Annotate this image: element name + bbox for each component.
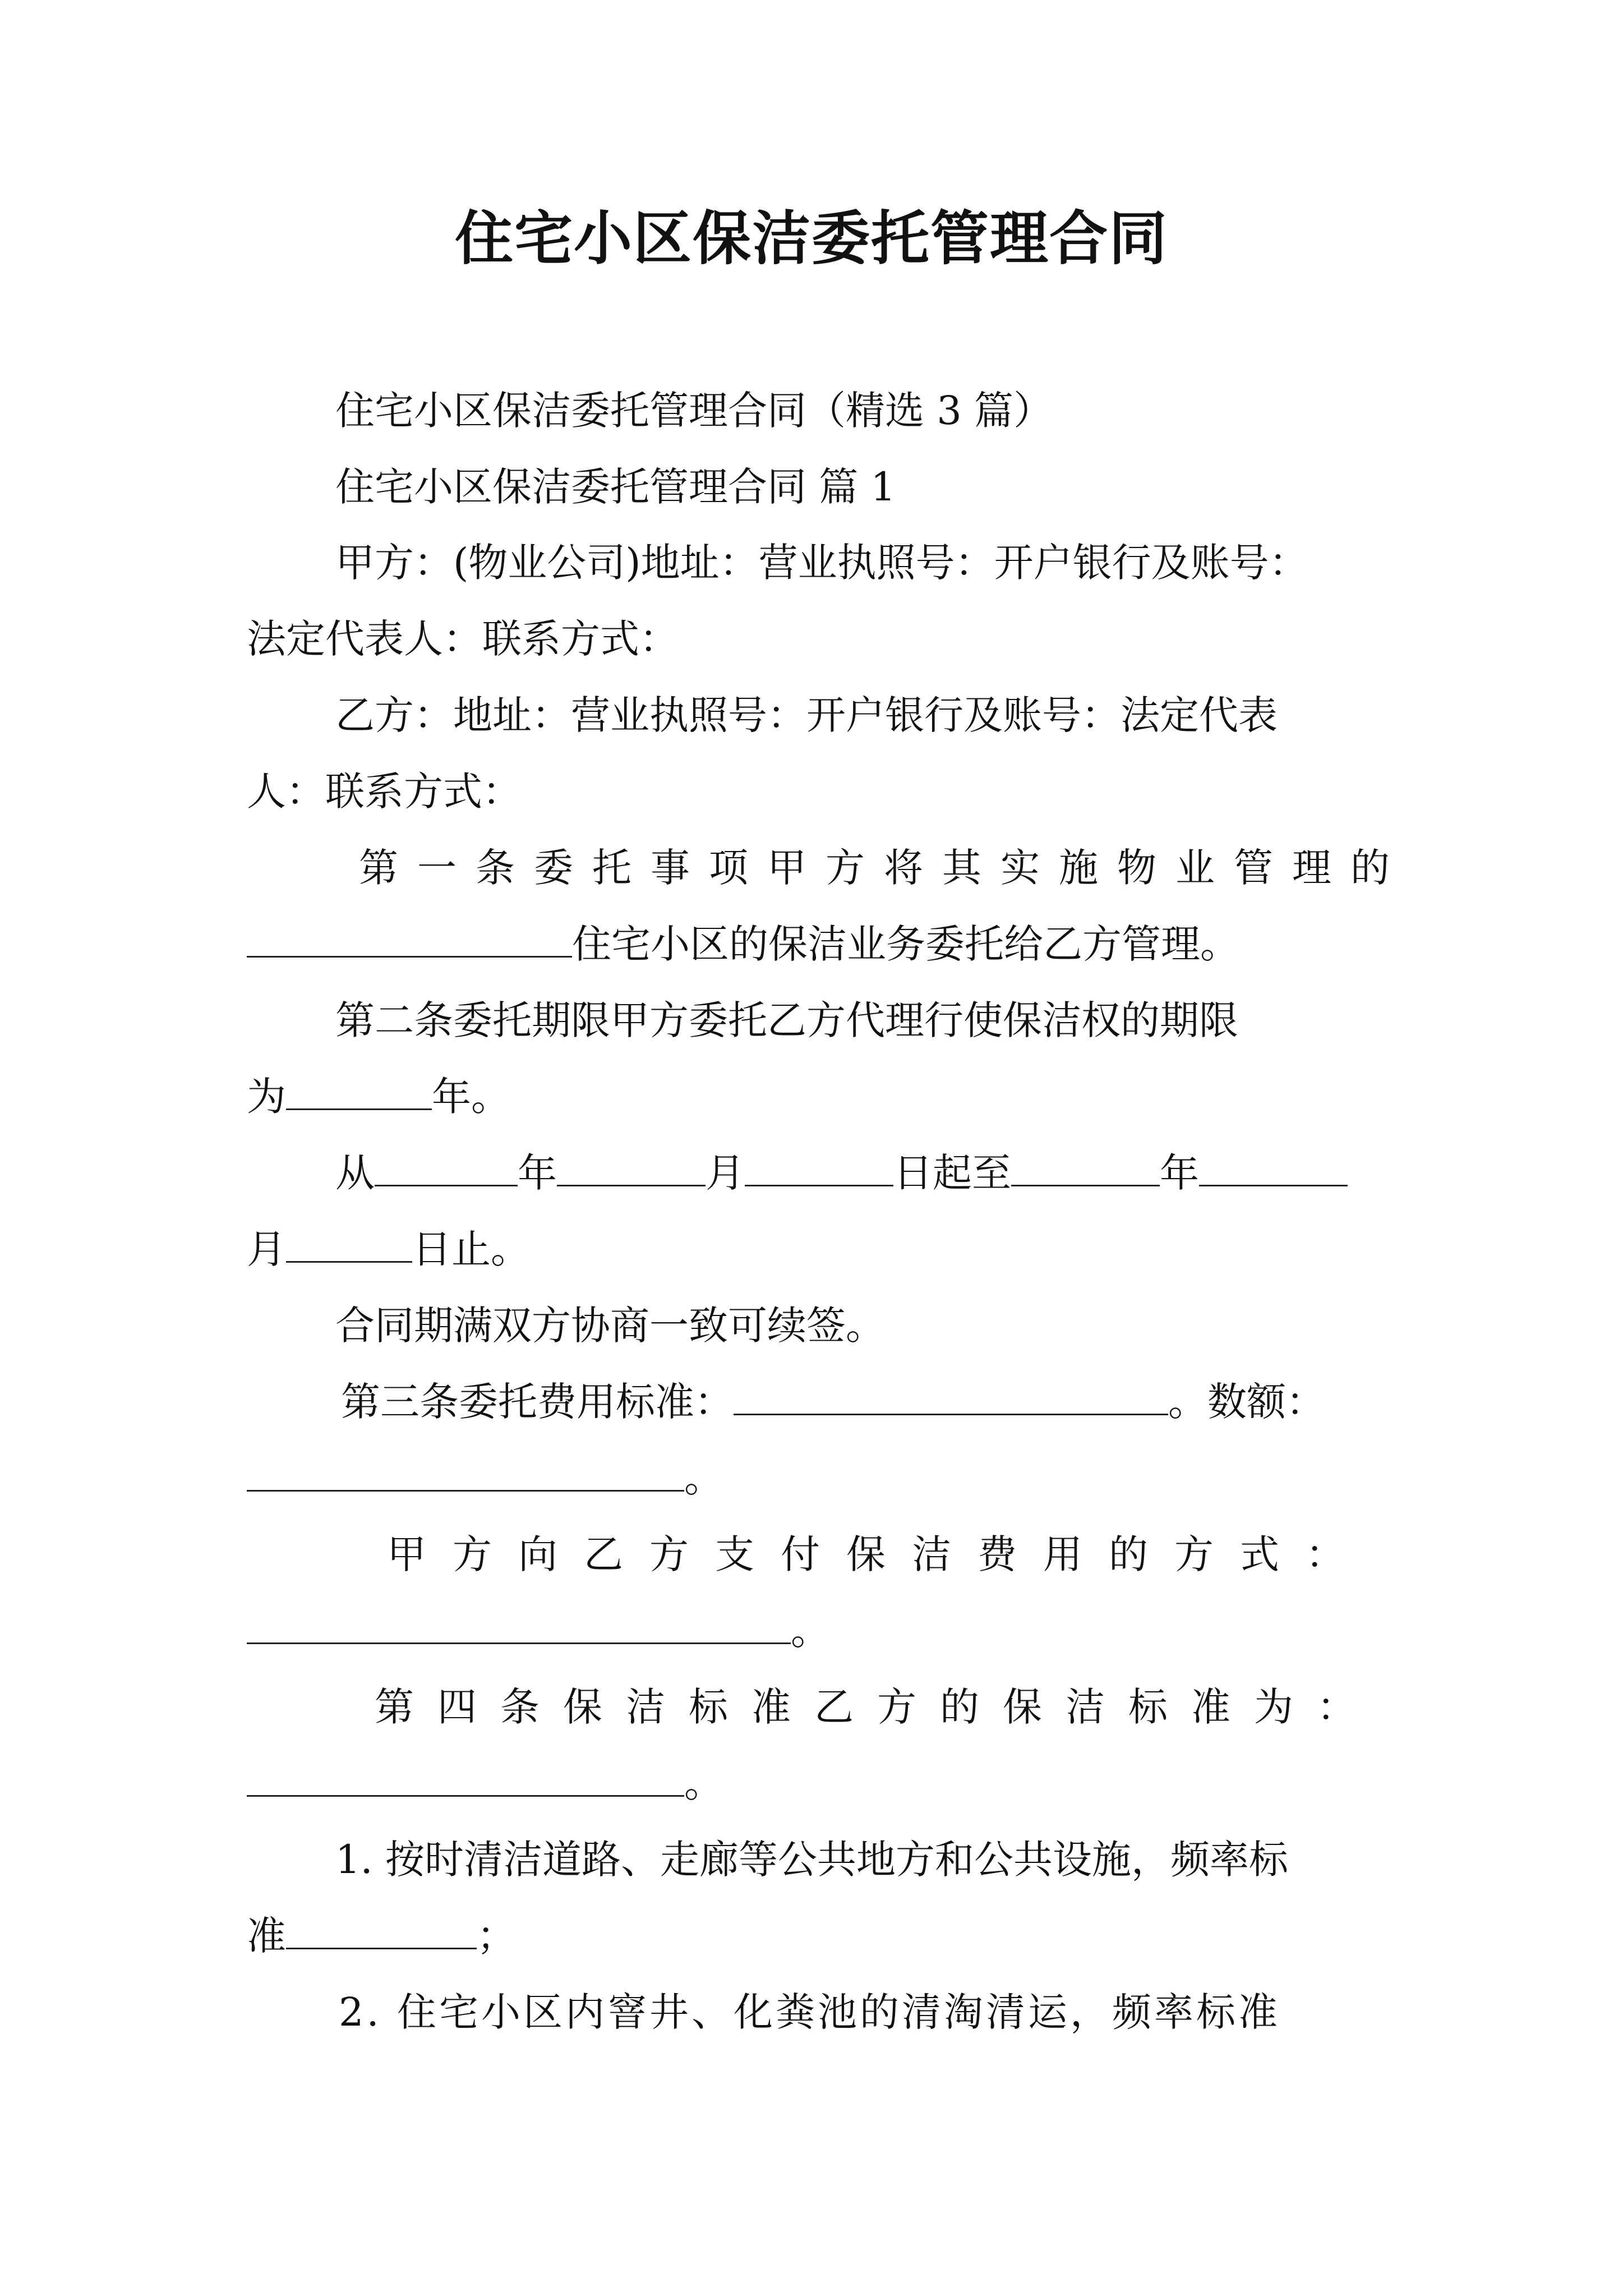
article-1-line-2-text: 住宅小区的保洁业务委托给乙方管理。: [572, 921, 1239, 967]
payment-method-line-2: [247, 1603, 830, 1659]
article-1-line-1: [359, 840, 1409, 896]
date-from-label: 从: [335, 1150, 375, 1196]
blank-field: [247, 1603, 791, 1644]
blank-field: [247, 917, 572, 958]
item-1-post: ；: [477, 1913, 516, 1959]
blank-field: [247, 1756, 684, 1797]
blank-field: [557, 1145, 706, 1186]
party-b-line-1: 乙方：地址：营业执照号：开户银行及账号：法定代表: [335, 692, 1278, 738]
article-4-line-2: [247, 1755, 723, 1811]
section-heading: 住宅小区保洁委托管理合同 篇 1: [335, 464, 896, 510]
blank-field: [1011, 1145, 1160, 1186]
article-3-line-1: [341, 1374, 1325, 1430]
blank-field: [734, 1374, 1168, 1415]
date-month-label: 月: [706, 1150, 745, 1196]
blank-field: [286, 1222, 412, 1263]
article-2-line-1: 第二条委托期限甲方委托乙方代理行使保洁权的期限: [335, 997, 1238, 1043]
party-a-line-2: 法定代表人：联系方式：: [247, 616, 679, 662]
article-2-line-2: [247, 1069, 510, 1125]
article-2-pre: 为: [247, 1074, 286, 1120]
period: 。: [684, 1455, 723, 1501]
item-2-line-1: 2. 住宅小区内窨井、化粪池的清淘清运，频率标准: [339, 1989, 1281, 2035]
date-range-line-1: [335, 1145, 1348, 1201]
article-3-mid: 。数额：: [1168, 1379, 1325, 1425]
date-year2-label: 年: [1160, 1150, 1199, 1196]
item-1-line-1: 1. 按时清洁道路、走廊等公共地方和公共设施，频率标: [335, 1837, 1289, 1883]
item-1-line-2: [247, 1908, 516, 1964]
renewal-clause: 合同期满双方协商一致可续签。: [335, 1303, 885, 1349]
party-a-line-1: 甲方：(物业公司)地址：营业执照号：开户银行及账号：: [335, 540, 1308, 586]
blank-field: [247, 1451, 684, 1492]
article-4-text: 第四条保洁标准乙方的保洁标准为：: [375, 1684, 1380, 1730]
subtitle: 住宅小区保洁委托管理合同（精选 3 篇）: [335, 388, 1053, 434]
document-title: 住宅小区保洁委托管理合同: [454, 204, 1168, 273]
article-4-line-1: [375, 1679, 1378, 1735]
blank-field: [375, 1145, 518, 1186]
period: 。: [791, 1608, 830, 1654]
party-b-line-2: 人：联系方式：: [247, 769, 522, 815]
article-1-text: 第一条委托事项甲方将其实施物业管理的: [359, 845, 1409, 891]
blank-field: [1199, 1145, 1348, 1186]
article-1-line-2: [247, 916, 1239, 972]
payment-method-text: 甲方向乙方支付保洁费用的方式：: [387, 1531, 1371, 1577]
payment-method-line-1: [387, 1526, 1378, 1582]
article-2-post: 年。: [432, 1074, 510, 1120]
article-3-pre: 第三条委托费用标准：: [341, 1379, 734, 1425]
date-month2-label: 月: [247, 1226, 286, 1272]
period: 。: [684, 1760, 723, 1806]
item-1-pre: 准: [247, 1913, 286, 1959]
date-day-to-label: 日止。: [412, 1226, 530, 1272]
blank-field: [286, 1069, 432, 1110]
date-day-from-label: 日起至: [893, 1150, 1011, 1196]
blank-field: [286, 1908, 477, 1949]
date-range-line-2: [247, 1221, 530, 1277]
blank-field: [745, 1145, 893, 1186]
date-year-label: 年: [518, 1150, 557, 1196]
article-3-line-2: [247, 1450, 723, 1506]
